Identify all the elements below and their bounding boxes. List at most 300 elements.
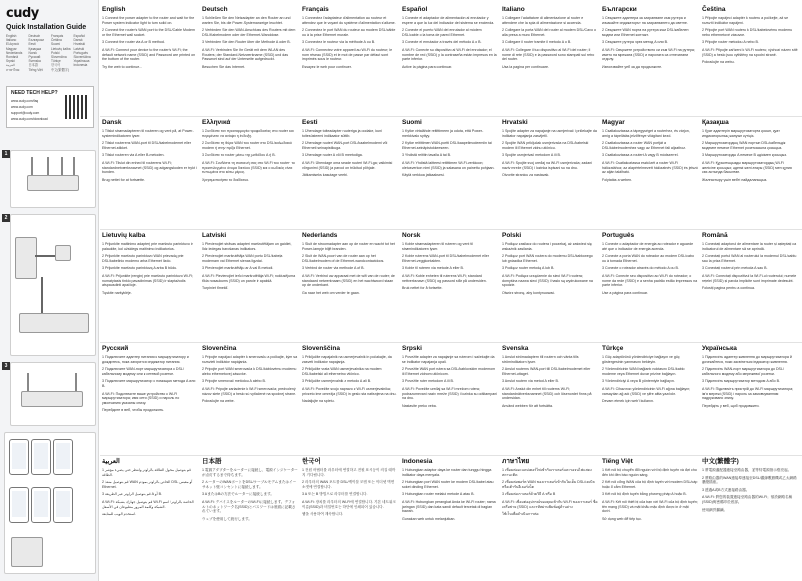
instruction-text: 1 Collegare l'adattatore di alimentazione al router e attendere che la spia di alimentazione si accenda.: [502, 16, 584, 25]
section-title: ภาษาไทย: [502, 458, 530, 465]
instruction-text: 2 ルーターのWANポートをDSL/ケーブルモデムまたはイーサネット壁コンセントに接続します。: [202, 480, 297, 489]
instruction-text: 1 Csatlakoztassa a tápegységet a routerhez, és várjon, amíg a tápellátás jelzőfénye világítani kezd.: [602, 129, 690, 138]
instruction-text: 2 Povežite WAN port rutera sa DSL/kablovskim modemom ili Ethernet zidnom utičnicom.: [402, 367, 496, 376]
section-title: Deutsch: [202, 6, 228, 13]
language-section: [402, 232, 498, 294]
language-section: [102, 119, 198, 185]
instruction-text: A Wi-Fi: เชื่อมต่ออุปกรณ์ของคุณเข้ากับ Wi-Fi ของเราเตอร์ ชื่อเครือข่าย (SSID) และรหัสผ่านพิมพ์อยู่ด้านล่าง: [502, 499, 598, 509]
instruction-text: 2 Hubungkan port WAN router ke modem DSL/kabel atau soket dinding Ethernet.: [402, 480, 494, 489]
instruction-text: Gunakan web untuk melanjutkan.: [402, 516, 456, 521]
instruction-text: 1 Güç adaptörünü yönlendiriciye bağlayın ve güç göstergesinin yanmasını bekleyin.: [602, 355, 680, 364]
help-line: support@cudy.com: [11, 111, 40, 115]
language-section: [602, 232, 698, 298]
instruction-text: Pokračujte na webe.: [202, 399, 235, 404]
language-section: [502, 232, 598, 298]
section-title: Srpski: [402, 345, 422, 352]
language-section: [602, 6, 698, 72]
language-index-item: Nederlands: [6, 50, 23, 55]
language-index-item: Dansk: [73, 38, 83, 43]
instruction-text: Перейдите в веб, чтобы продолжить.: [102, 408, 165, 413]
language-section: [702, 345, 798, 411]
instruction-text: 1 Connectez l'adaptateur d'alimentation au routeur et attendez que le voyant du système d'alimentation s'allume.: [302, 16, 396, 25]
router-image: [19, 313, 89, 333]
instruction-text: 1 將電源適配器連接至路由器，並等待電源指示燈亮起。: [702, 468, 792, 472]
instruction-text: 2 Ühendage ruuteri WAN-port DSL/kaabelmodemi või Etherneti seinapistikuga.: [302, 141, 388, 150]
instruction-text: 1 Připojte napájecí adaptér k routeru a počkejte, až se rozsvítí indikátor napájení.: [702, 16, 789, 25]
language-index-item: Português: [73, 50, 89, 55]
instruction-text: A Wi-Fi: Құрылғыңызды маршрутизатордың Wi-Fi желісіне қосыңыз; әдепкі желі атауы (SSID) мен құпия сөз астында басылған.: [702, 160, 792, 175]
instruction-text: 2 Připojte port WAN routeru k DSL/kabelovému modemu nebo ethernetové zásuvce.: [702, 28, 793, 37]
language-index-item: Български: [28, 38, 44, 43]
language-section: [302, 119, 398, 181]
section-title: Slovenščina: [302, 345, 340, 352]
section-title: Türkçe: [602, 345, 624, 352]
plug-image: [55, 245, 71, 261]
language-index-item: Svenska: [28, 59, 41, 64]
step-number: 2: [2, 214, 10, 222]
language-index-item: Español: [73, 34, 86, 38]
section-title: Română: [702, 232, 728, 239]
instruction-text: 2 Свържете WAN порта на рутера към DSL/кабелен модем или Ethernet контакт.: [602, 28, 689, 37]
language-index-item: Čeština: [51, 38, 62, 43]
language-index-item: Indonesia: [73, 63, 88, 68]
phone-image: [9, 439, 29, 475]
instruction-text: 3 Connect the router via A or B method.: [102, 40, 165, 45]
instruction-text: 2 Connect the router's WAN port to the DSL/Cable Modem or the Ethernet wall socket.: [102, 28, 196, 37]
instruction-text: 1 เชื่อมต่ออะแดปเตอร์ไฟเข้ากับเราเตอร์และรอจนไฟแสดงสถานะติด: [502, 468, 592, 477]
row-divider: [100, 116, 802, 117]
section-title: Nederlands: [302, 232, 338, 239]
language-section: [402, 6, 498, 72]
instruction-text: A Wi-Fi: 將您的裝置連接至路由器的Wi-Fi；預設網路名稱(SSID)與密碼印於底部。: [702, 495, 793, 504]
instruction-text: 2 Kết nối cổng WAN của bộ định tuyến với modem DSL/cáp hoặc ổ cắm Ethernet.: [602, 480, 698, 489]
language-index-item: ภาษาไทย: [6, 67, 20, 72]
instruction-text: A Wi-Fi: Conecte su dispositivo al Wi-Fi del enrutador; el nombre de red (SSID) y la contraseña están impresos en la parte inferior.: [402, 47, 497, 62]
instruction-text: 1 전원 어댑터를 라우터에 연결하고 전원 표시등이 켜질 때까지 기다립니다.: [302, 468, 396, 477]
instruction-text: 3 Csatlakoztassa a routert A vagy B módszerrel.: [602, 153, 679, 158]
instruction-text: 2 라우터의 WAN 포트를 DSL/케이블 모뎀 또는 이더넷 벽면 소켓에 연결합니다.: [302, 480, 395, 489]
instruction-text: 3 Підключіть маршрутизатор методом A або B.: [702, 379, 781, 384]
instruction-text: 3 Prijunkite maršruto parinktuvą A arba B būdu.: [102, 266, 178, 271]
language-index-item: العربية: [6, 63, 15, 68]
instruction-text: 3 AまたはBの方法でルーターに接続します。: [202, 492, 274, 497]
instruction-text: A Wi-Fi: Povežite svojo napravo z Wi-Fi usmerjevalnika; privzeto ime omrežja (SSID) in geslo sta natisnjena na dnu.: [302, 386, 397, 396]
instruction-text: 2 Priključite vrata WAN usmerjevalnika na modem DSL/kabelski ali ethernetno vtičnico.: [302, 367, 382, 376]
instruction-text: Folosiți pagina pentru a continua.: [702, 286, 755, 291]
language-section: [202, 345, 298, 407]
instruction-text: A Wi-Fi: Conecte seu dispositivo ao Wi-Fi do roteador; o nome da rede (SSID) e a senha padrão estão impressos na parte inferior.: [602, 273, 698, 288]
instruction-text: 1 Tilslut strømadapteren til routeren og vent på, at Power-systemindikatoren lyser.: [102, 129, 194, 138]
instruction-text: 2 Συνδέστε τη θύρα WAN του router στο DSL/καλωδιακό modem ή στην πρίζα Ethernet.: [202, 141, 292, 150]
instruction-text: Active la página para continuar.: [402, 64, 453, 69]
instruction-text: 1 Anslut strömadaptern till routern och vänta tills strömindikatorn lyser.: [502, 355, 579, 364]
instruction-text: 2 Yönlendiricinin WAN bağlantı noktasını DSL/kablo modeme veya Ethernet duvar prizine bağlayın.: [602, 367, 685, 376]
language-section: [702, 232, 798, 294]
language-index-item: Қазақша: [28, 46, 42, 51]
instruction-text: 3 Verbind de router via methode A of B.: [302, 266, 365, 271]
sidebar: [0, 0, 99, 581]
qr-code-icon: [65, 95, 89, 119]
section-title: Русский: [102, 345, 129, 352]
antenna: [61, 157, 63, 175]
language-index-item: English: [6, 34, 17, 38]
instruction-text: A Wi-Fi: Povežite uređaj sa Wi-Fi mrežom rutera; podrazumevani naziv mreže (SSID) i lozinka su odštampani na dnu.: [402, 386, 498, 401]
instruction-text: A Wi-Fi: Conectați dispozitivul la Wi-Fi-ul routerului; numele rețelei (SSID) și parola implicite sunt imprimate dedesubt.: [702, 273, 797, 283]
instruction-text: A Wi-Fi: Prijunkite įrenginį prie maršruto parinktuvo Wi-Fi; numatytasis tinklo pavadinimas (SSID) ir slaptažodis atspausdinti apačioje.: [102, 273, 194, 288]
phone-setup-illustration: [4, 432, 96, 574]
instruction-text: A Wi-Fi: Spojite svoj uređaj na Wi-Fi usmjerivača; zadani naziv mreže (SSID) i lozinka ispisani su na dnu.: [502, 160, 593, 170]
instruction-text: 2 Spojite WAN priključak usmjerivača na DSL/kabelski modem ili Ethernet zidnu utičnicu.: [502, 141, 589, 150]
instruction-text: 3 Priključite usmerjevalnik z metodo A ali B.: [302, 379, 372, 384]
language-index-item: Türkçe: [51, 59, 61, 64]
section-title: Polski: [502, 232, 522, 239]
instruction-text: A Wi-Fi: Kết nối thiết bị của bạn với Wi-Fi của bộ định tuyến; tên mạng (SSID) và mật khẩu mặc định được in ở mặt dưới.: [602, 499, 698, 514]
instruction-text: 2 Pievienojiet maršrutētāja WAN portu DSL/kabeļa modemam vai Ethernet sienas ligzdai.: [202, 254, 283, 263]
language-index-item: Magyar: [6, 46, 17, 51]
instruction-text: 3 Conecte el enrutador a través del método A o B.: [402, 40, 482, 45]
instruction-text: 3 Yhdistä reititin tavalla A tai B.: [402, 153, 452, 158]
language-index-item: Slovenčina: [51, 55, 67, 60]
section-title: Ελληνικά: [202, 119, 231, 126]
instruction-text: 1 Kytke virtalähde reitittimeen ja odota, että Power-merkkivalo syttyy.: [402, 129, 484, 138]
modem-image: [15, 237, 37, 279]
instruction-text: Pokračujte na webu.: [702, 60, 735, 65]
section-title: Қазақша: [702, 119, 729, 126]
instruction-text: 3 Připojte router metodou A nebo B.: [702, 40, 759, 45]
instruction-text: 2 Connectez le port WAN du routeur au modem DSL/câble ou à la prise Ethernet murale.: [302, 28, 396, 37]
instruction-text: 3 Conecte o roteador através do método A ou B.: [602, 266, 679, 271]
instruction-text: 3 Маршрутизаторды A немесе B әдісімен қосыңыз.: [702, 153, 788, 158]
language-section: [402, 119, 498, 181]
section-title: Eesti: [302, 119, 318, 126]
instruction-text: 1 قم بتوصيل محول الطاقة بالراوتر وانتظر حتى يضيء مؤشر الطاقة.: [102, 468, 191, 477]
language-index-item: 中文(繁體字): [51, 67, 70, 72]
language-index-item: Srpski: [6, 59, 15, 64]
language-section: [102, 458, 198, 520]
instruction-text: 2 Csatlakoztassa a router WAN portját a DSL/kábelmodemhez vagy az Ethernet fali aljzathoz.: [602, 141, 687, 150]
instruction-text: A Wi-Fi: 장치를 라우터의 Wi-Fi에 연결합니다. 기본 네트워크 이름(SSID)과 비밀번호는 하단에 인쇄되어 있습니다.: [302, 499, 396, 509]
instruction-text: A Wi-Fi: Verbind uw apparaat met de wifi van de router; de standaard netwerknaam (SSID) en het wachtwoord staan op de onderkant.: [302, 273, 395, 288]
language-section: [102, 345, 198, 416]
row-divider: [100, 342, 802, 343]
phone-image: [53, 439, 73, 475]
section-title: Suomi: [402, 119, 422, 126]
language-section: [302, 458, 398, 520]
instruction-text: A Wi-Fi: Anslut din enhet till routerns Wi-Fi; standardnätverksnamnet (SSID) och lösenordet finns på undersidan.: [502, 386, 592, 401]
instruction-text: 3 Connectez le routeur via la méthode A ou B.: [302, 40, 376, 45]
language-section: [202, 232, 298, 294]
instruction-text: 2 Conecte el puerto WAN del enrutador al módem DSL/cable o la toma de pared Ethernet.: [402, 28, 482, 37]
step3-illustration: [10, 362, 96, 426]
section-title: Latviski: [202, 232, 227, 239]
language-section: [202, 458, 298, 524]
instruction-text: 3 Pripojte smerovač metódou A alebo B.: [202, 379, 266, 384]
instruction-text: 3 Kết nối bộ định tuyến bằng phương pháp A hoặc B.: [602, 492, 687, 497]
language-section: [102, 232, 198, 298]
router-image: [21, 391, 83, 407]
antenna: [73, 157, 75, 175]
instruction-text: ウェブを使用して続行します。: [202, 516, 252, 521]
language-section: [502, 345, 598, 411]
instruction-text: 3 透過A或B方式連接路由器。: [702, 487, 750, 492]
language-section: [402, 345, 498, 411]
instruction-text: 1 Podłącz zasilacz do routera i poczekaj, aż zaświeci się wskaźnik zasilania.: [502, 242, 592, 251]
tech-help-box: [6, 86, 94, 128]
instruction-text: 1 Schließen Sie den Netzadapter an den Router an und warten Sie, bis die Power-Systemanzeige leuchtet.: [202, 16, 291, 25]
section-title: Slovenčina: [202, 345, 237, 352]
section-title: Italiano: [502, 6, 525, 13]
instruction-text: Brug nettet for at fortsætte.: [102, 177, 145, 182]
instruction-text: 2 Kytke reitittimen WAN-portti DSL/kaapelimodeemiin tai Ethernet-seinäpistokkeeseen.: [402, 141, 492, 150]
language-index-item: Русский: [28, 55, 41, 60]
step-number: 3: [2, 362, 10, 370]
instruction-text: 2 Verbinden Sie den WAN-Anschluss des Routers mit dem DSL/Kabelmodem oder der Ethernet-Wanddose.: [202, 28, 296, 37]
instruction-text: 1 Conectați adaptorul de alimentare la router și așteptați ca indicatorul de alimentare să se aprindă.: [702, 242, 797, 251]
instruction-text: 1 Povežite adapter za napajanje sa ruterom i sačekajte da se indikator napajanja upali.: [402, 355, 495, 364]
language-index-item: Lietuvių kalba: [51, 46, 71, 51]
instruction-text: 1 Kết nối bộ chuyển đổi nguồn với bộ định tuyến và đợi cho đến khi đèn báo nguồn sáng.: [602, 468, 697, 477]
instruction-text: A Wi-Fi: デバイスをルーターのWi-Fiに接続します。デフォルトのネットワーク名(SSID)とパスワードは底面に記載されています。: [202, 499, 296, 514]
instruction-text: 3 Koble til ruteren via metode A eller B.: [402, 266, 464, 271]
instruction-text: 3 A 또는 B 방법으로 라우터를 연결합니다.: [302, 492, 368, 497]
language-index-item: 日本語: [28, 63, 39, 68]
language-index-item: Hrvatski: [73, 42, 86, 47]
language-index-item: 한국어: [51, 63, 61, 68]
instruction-text: 2 Podłącz port WAN routera do modemu DSL/kablowego lub gniazdka Ethernet.: [502, 254, 593, 263]
section-title: Tiếng Việt: [602, 458, 633, 465]
instruction-text: Essayez le web pour continuer.: [302, 64, 352, 69]
instruction-text: Tęskite naršyklėje.: [102, 290, 132, 295]
instruction-text: 3 قم بتوصيل الراوتر عبر الطريقة A أو B.: [102, 492, 163, 497]
instruction-text: A Wi-Fi: Подключите ваше устройство к Wi-Fi маршрутизатора; имя сети (SSID) и пароль по умолчанию указаны снизу.: [102, 391, 180, 405]
instruction-text: 1 Prijunkite maitinimo adapterį prie maršruto parinktuvo ir palaukite, kol užsidegs maitinimo indikatorius.: [102, 242, 193, 251]
step1-illustration: [10, 150, 96, 208]
instruction-text: 3 Hubungkan router melalui metode A atau B.: [402, 492, 475, 497]
antenna: [75, 373, 77, 391]
language-index-item: Ελληνικά: [6, 42, 19, 47]
antenna: [31, 157, 33, 175]
instruction-text: A Wi-Fi: Verbinden Sie Ihr Gerät mit dem WLAN des Routers; der Standard-Netzwerkname (SSID) und das Passwort sind auf der Unterseite aufgedruckt.: [202, 47, 289, 62]
instruction-text: 2 Sluit de WAN-poort van de router aan op het DSL/kabelmodem of de Ethernet-wandcontactdoos.: [302, 254, 385, 263]
laptop-image: [11, 537, 43, 567]
instruction-text: 1 Pievienojiet strāvas adapteri maršrutētājam un gaidiet, līdz iedegas barošanas indikators.: [202, 242, 292, 251]
instruction-text: Перейдіть у веб, щоб продовжити.: [702, 403, 760, 408]
language-section: [502, 6, 598, 72]
instruction-text: A Wi-Fi: Tilslut din enhed til routerens Wi-Fi; standardnetværksnavnet (SSID) og adgangskoden er trykt i bunden.: [102, 160, 197, 175]
language-index-item: Latviski: [73, 46, 85, 51]
instruction-text: 3 Verbinden Sie den Router über die Methode A oder B.: [202, 40, 291, 45]
cable: [35, 255, 55, 257]
instruction-text: 3 Spojite usmjerivač metodom A ili B.: [502, 153, 561, 158]
instruction-text: Otvorite stranicu za nastavak.: [502, 173, 550, 178]
section-title: 中文(繁體字): [702, 458, 739, 465]
instruction-text: 3 Conectați routerul prin metoda A sau B.: [702, 266, 768, 271]
instruction-text: 2 Prijunkite maršruto parinktuvo WAN prievadą prie DSL/kabelinio modemo arba Ethernet lizdo.: [102, 254, 184, 263]
instruction-text: 3 Anslut routern via metod A eller B.: [502, 379, 559, 384]
instruction-text: استخدم الويب للمتابعة.: [102, 512, 137, 517]
router-image: [27, 175, 79, 191]
section-title: Magyar: [602, 119, 625, 126]
language-section: [302, 232, 398, 298]
instruction-text: Χρησιμοποιήστε το διαδίκτυο.: [202, 177, 250, 182]
language-index-item: Română: [6, 55, 19, 60]
instruction-text: 1 Pripojte napájací adaptér k smerovaču a počkajte, kým sa rozsvieti indikátor napájania.: [202, 355, 298, 364]
language-section: [602, 345, 698, 407]
section-title: Български: [602, 6, 637, 13]
language-section: [602, 119, 698, 185]
instruction-text: 2 將路由器的WAN連接埠連接至DSL/纜線數據機或乙太網路牆壁插座。: [702, 475, 797, 485]
language-index-item: Eesti: [28, 42, 36, 47]
section-title: Lietuvių kalba: [102, 232, 146, 239]
instruction-text: A Wi-Fi: Připojte zařízení k Wi-Fi routeru; výchozí název sítě (SSID) a heslo jsou vytištěny na spodní straně.: [702, 47, 798, 57]
instruction-text: 웹을 사용하여 계속합니다.: [302, 512, 344, 517]
instruction-text: 2 Маршрутизатордың WAN портын DSL/кабельдік модемге немесе Ethernet розеткасына қосыңыз.: [702, 141, 786, 150]
instruction-text: 2 Підключіть WAN-порт маршрутизатора до DSL/кабельного модему або мережевої розетки.: [702, 367, 784, 376]
instruction-text: Sử dụng web để tiếp tục.: [602, 516, 642, 521]
instruction-text: A Wi-Fi: Свържете устройството си към Wi-Fi на рутера; името на мрежата (SSID) и паролата са отпечатани отдолу.: [602, 47, 695, 62]
instruction-text: Turpiniet tīmeklī.: [202, 286, 229, 291]
help-line: www.cudy.com/faq: [11, 99, 39, 103]
section-title: 日本語: [202, 458, 222, 465]
instruction-text: A Wi-Fi: Connectez votre appareil au Wi-Fi du routeur; le nom réseau (SSID) et le mot de passe par défaut sont imprimés sous le routeur.: [302, 47, 393, 62]
instruction-text: 3 Ühendage ruuter A või B meetodiga.: [302, 153, 363, 158]
row-divider: [100, 455, 802, 456]
instruction-text: 1 Connect the power adapter to the router and wait for the Power system indicator light to turn solid on.: [102, 16, 195, 25]
language-index-item: Deutsch: [28, 34, 41, 38]
instruction-text: 1 Koble strømadapteren til ruteren og vent til strømindikatoren lyser.: [402, 242, 473, 251]
instruction-text: A Wi-Fi: Csatlakoztassa eszközét a router Wi-Fi hálózatához; az alapértelmezett hálózatnév (SSID) és jelszó az alján található.: [602, 160, 698, 175]
instruction-text: Otwórz stronę, aby kontynuować.: [502, 290, 556, 295]
section-title: العربية: [102, 458, 120, 465]
instruction-text: Жалғастыру үшін вебті пайдаланыңыз.: [702, 177, 768, 182]
instruction-text: Käytä verkkoa jatkaaksesi.: [402, 173, 445, 178]
instruction-text: A Wi-Fi: Koble enheten til ruterens Wi-Fi; standard nettverksnavn (SSID) og passord står på undersiden.: [402, 273, 487, 283]
instruction-text: Bruk nettet for å fortsette.: [402, 286, 443, 291]
language-section: [502, 458, 598, 520]
instruction-text: A Wi-Fi: Ühendage oma seade ruuteri Wi-Fi-ga; vaikimisi võrgunimi (SSID) ja parool on trükitud põhjale.: [302, 160, 393, 170]
instruction-text: 3 เชื่อมต่อเราเตอร์ด้วยวิธี A หรือ B: [502, 492, 556, 497]
antenna: [47, 157, 49, 175]
instruction-text: 1 Priključite napajalnik na usmerjevalnik in počakajte, da zasveti indikator napajanja.: [302, 355, 392, 364]
language-section: [202, 6, 298, 72]
antenna: [27, 373, 29, 391]
language-index-item: Italiano: [6, 38, 17, 43]
language-index-item: Norsk: [28, 50, 37, 55]
language-section: [102, 6, 198, 72]
instruction-text: 3 Yönlendiriciyi A veya B yöntemiyle bağlayın.: [602, 379, 675, 384]
instruction-text: A Wi-Fi: Yhdistä laitteesi reitittimen Wi-Fi-verkkoon; oletusverkon nimi (SSID) ja salasana on painettu pohjaan.: [402, 160, 495, 170]
language-index: [6, 34, 94, 72]
instruction-text: A Wi-Fi: Cihazınızı yönlendiricinin Wi-Fi ağına bağlayın; varsayılan ağ adı (SSID) ve şifre altta yazılıdır.: [602, 386, 691, 396]
section-title: Português: [602, 232, 635, 239]
instruction-text: 2 Tilslut routerens WAN-port til DSL/kabelmodemet eller Ethernet-stikket.: [102, 141, 191, 150]
language-index-item: Suomi: [51, 42, 61, 47]
instruction-text: 3 Collegare il router tramite il metodo A o B.: [502, 40, 572, 45]
instruction-text: 3 Tilslut routeren via A eller B-metoden.: [102, 153, 165, 158]
section-title: Norsk: [402, 232, 421, 239]
instruction-text: 2 Collegare la porta WAN del router al modem DSL/Cavo o alla presa a muro Ethernet.: [502, 28, 596, 37]
section-title: Français: [302, 6, 329, 13]
instruction-text: Devam etmek için web'i kullanın.: [602, 399, 655, 404]
instruction-text: 1 Підключіть адаптер живлення до маршрутизатора й дочекайтеся, поки засвітиться індикатор живлення.: [702, 355, 792, 364]
instruction-text: 3 Pievienojiet maršrutētāju ar A vai B metodi.: [202, 266, 274, 271]
section-title: Español: [402, 6, 428, 13]
language-section: [602, 458, 698, 524]
instruction-text: 3 Συνδέστε το router μέσω της μεθόδου A ή B.: [202, 153, 276, 158]
instruction-text: Nadaljujte na spletu.: [302, 399, 335, 404]
phone-image: [9, 487, 29, 523]
instruction-text: 1 Sluit de stroomadapter aan op de router en wacht tot het Power-lampje blijft branden.: [302, 242, 395, 251]
instruction-text: Usa la pagina per continuare.: [502, 64, 549, 69]
language-index-item: Polski: [51, 50, 60, 55]
instruction-text: 1 Ühendage toiteadapter ruuteriga ja oodake, kuni toitesüsteemi indikaator süttib.: [302, 129, 382, 138]
instruction-text: 2 Conecte a porta WAN do roteador ao modem DSL/cabo ou à tomada Ethernet.: [602, 254, 694, 263]
section-title: Українська: [702, 345, 737, 352]
instruction-text: A Wi-Fi: Connect your device to the router's Wi-Fi; the default network name (SSID) and Password are printed on the bottom of the router.: [102, 47, 196, 62]
instruction-text: A Wi-Fi: Pievienojiet ierīci maršrutētāja Wi-Fi; noklusējuma tīkla nosaukums (SSID) un parole ir apakšā.: [202, 273, 296, 283]
step-number: 1: [2, 150, 10, 158]
instruction-text: A Wi-Fi: قم بتوصيل جهازك بشبكة Wi-Fi الخاصة بالراوتر؛ اسم الشبكة وكلمة المرور مطبوعان في الأسفل.: [102, 499, 194, 509]
row-divider: [100, 229, 802, 230]
instruction-text: Jätkamiseks kasutage veebi.: [302, 173, 348, 178]
instruction-text: 1 Подключите адаптер питания к маршрутизатору и дождитесь, пока загорится индикатор питания.: [102, 355, 189, 364]
instruction-text: 3 Povežite ruter metodom A ili B.: [402, 379, 454, 384]
instruction-text: Folytatás a weben.: [602, 177, 633, 182]
section-title: English: [102, 6, 126, 13]
language-section: [202, 119, 298, 185]
instruction-text: 2 Подключите WAN-порт маршрутизатора к DSL/кабельному модему или к сетевой розетке.: [102, 367, 184, 376]
instruction-text: Използвайте уеб за да продължите.: [602, 64, 663, 69]
instruction-text: A Wi-Fi: Συνδέστε τη συσκευή σας στο Wi-Fi του router· το προεπιλεγμένο όνομα δικτύου (SSID) και ο κωδικός είναι τυπωμένα στο κάτω μέρος.: [202, 160, 295, 175]
instruction-text: A Wi-Fi: Collegare il tuo dispositivo al Wi-Fi del router; il nome di rete (SSID) e la password sono stampati sul retro del router.: [502, 47, 595, 62]
guide-title: Quick Installation Guide: [6, 24, 87, 31]
section-title: Čeština: [702, 6, 726, 13]
instruction-text: 1 Συνδέστε τον προσαρμογέα τροφοδοσίας στο router και περιμένετε να ανάψει η ένδειξη.: [202, 129, 294, 138]
instruction-text: Nastavite preko veba.: [402, 403, 437, 408]
instruction-text: Ga naar het web om verder te gaan.: [302, 290, 360, 295]
instruction-text: 1 Spojite adapter za napajanje na usmjerivač i pričekajte da indikator napajanja zasvijetli.: [502, 129, 597, 138]
instruction-text: A Wi-Fi: Hubungkan perangkat Anda ke Wi-Fi router; nama jaringan (SSID) dan kata sandi default tercetak di bagian bawah.: [402, 499, 496, 514]
instruction-text: 2 Anslut routerns WAN-port till DSL/kabelmodemet eller Ethernet-uttaget.: [502, 367, 591, 376]
section-title: Dansk: [102, 119, 122, 126]
language-index-item: Slovenščina: [73, 55, 91, 60]
instruction-text: ใช้เว็บเพื่อดำเนินการต่อ: [502, 512, 539, 517]
instruction-text: 3 Podłącz router metodą A lub B.: [502, 266, 555, 271]
language-section: [702, 119, 798, 185]
instruction-text: 2 เชื่อมต่อพอร์ต WAN ของเราเตอร์เข้ากับโมเด็ม DSL/เคเบิล หรือเต้ารับอีเธอร์เน็ต: [502, 480, 595, 489]
cable: [41, 277, 43, 313]
section-title: Svenska: [502, 345, 529, 352]
language-section: [702, 458, 798, 515]
phone-image: [31, 487, 51, 523]
instruction-text: Try the web to continue...: [102, 64, 143, 69]
instruction-text: A Wi-Fi: Podłącz urządzenie do sieci Wi-Fi routera; domyślna nazwa sieci (SSID) i hasło są wydrukowane na spodzie.: [502, 273, 593, 288]
language-section: [702, 6, 798, 68]
instruction-text: 2 Pripojte port WAN smerovača k DSL/káblovému modemu alebo ethernetovej zásuvke.: [202, 367, 297, 376]
help-line: www.cudy.com/download: [11, 117, 48, 121]
language-index-item: Українська: [73, 59, 90, 64]
instruction-text: 3 Свържете рутера чрез метод A или B.: [602, 40, 668, 45]
phone-image: [31, 439, 51, 475]
instruction-text: Use a página para continuar.: [602, 290, 648, 295]
tech-help-title: NEED TECH HELP?: [11, 90, 58, 96]
instruction-text: Besuchen Sie das Internet.: [202, 64, 246, 69]
language-index-item: Français: [51, 34, 64, 38]
instruction-text: 1 Conecte el adaptador de alimentación al enrutador y espere a que la luz del indicador del sistema se encienda.: [402, 16, 495, 25]
section-title: Hrvatski: [502, 119, 528, 126]
instruction-text: 2 Conectați portul WAN al routerului la modemul DSL/cablu sau la priza Ethernet.: [702, 254, 797, 263]
section-title: 한국어: [302, 458, 321, 465]
